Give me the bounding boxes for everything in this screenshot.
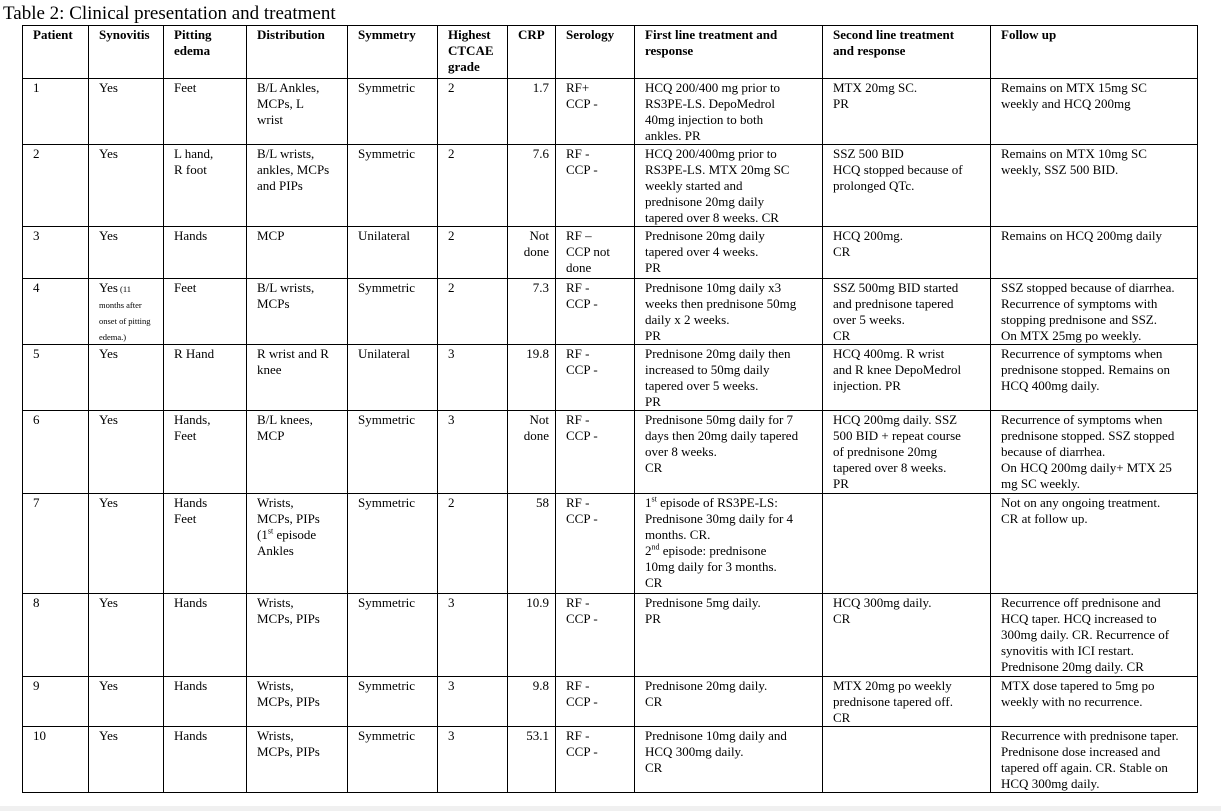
cell-serology: RF - CCP - — [556, 677, 635, 727]
cell-patient: 10 — [23, 727, 89, 793]
cell-synovitis — [89, 345, 164, 411]
cell-patient: 1 — [23, 79, 89, 145]
cell-distribution: B/L wrists, ankles, MCPs and PIPs — [247, 145, 348, 227]
cell-symmetry: Symmetric — [348, 727, 438, 793]
cell-follow-up: Recurrence with prednisone taper. Prednisone dose increased and tapered off again. CR. Stable on HCQ 300mg daily. — [991, 727, 1198, 793]
cell-distribution: Wrists, MCPs, PIPs — [247, 677, 348, 727]
cell-follow-up: Recurrence off prednisone and HCQ taper. HCQ increased to 300mg daily. CR. Recurrence of synovitis with ICI restart. Prednisone 20mg daily. CR — [991, 594, 1198, 677]
cell-serology: RF - CCP - — [556, 411, 635, 494]
synovitis-value: Yes — [99, 728, 118, 743]
table-row — [23, 727, 1198, 793]
cell-symmetry: Symmetric — [348, 145, 438, 227]
column-header-serology: Serology — [556, 26, 635, 79]
column-header-symmetry: Symmetry — [348, 26, 438, 79]
cell-patient: 2 — [23, 145, 89, 227]
cell-symmetry: Symmetric — [348, 279, 438, 345]
cell-second-line-treatment: MTX 20mg po weekly prednisone tapered off. CR — [823, 677, 991, 727]
cell-pitting-edema: Feet — [164, 279, 247, 345]
cell-crp: 7.3 — [508, 279, 556, 345]
cell-follow-up: SSZ stopped because of diarrhea. Recurrence of symptoms with stopping prednisone and SSZ. On MTX 25mg po weekly. — [991, 279, 1198, 345]
cell-first-line-treatment: HCQ 200/400mg prior to RS3PE-LS. MTX 20mg SC weekly started and prednisone 20mg daily tapered over 8 weeks. CR — [635, 145, 823, 227]
cell-symmetry: Symmetric — [348, 411, 438, 494]
cell-distribution: Wrists, MCPs, PIPs — [247, 727, 348, 793]
cell-symmetry: Symmetric — [348, 494, 438, 594]
cell-follow-up: Remains on MTX 10mg SC weekly, SSZ 500 BID. — [991, 145, 1198, 227]
cell-follow-up: Remains on MTX 15mg SC weekly and HCQ 200mg — [991, 79, 1198, 145]
cell-crp: 1.7 — [508, 79, 556, 145]
cell-synovitis — [89, 279, 164, 345]
cell-pitting-edema: Feet — [164, 79, 247, 145]
table-row — [23, 145, 1198, 227]
table-row — [23, 411, 1198, 494]
column-header-follow-up: Follow up — [991, 26, 1198, 79]
synovitis-value: Yes — [99, 412, 118, 427]
table-row — [23, 227, 1198, 279]
cell-follow-up: MTX dose tapered to 5mg po weekly with no recurrence. — [991, 677, 1198, 727]
cell-synovitis — [89, 727, 164, 793]
cell-distribution: Wrists, MCPs, PIPs (1st episode Ankles — [247, 494, 348, 594]
clinical-table — [22, 25, 1198, 793]
cell-follow-up: Remains on HCQ 200mg daily — [991, 227, 1198, 279]
cell-synovitis — [89, 594, 164, 677]
cell-serology: RF - CCP - — [556, 494, 635, 594]
cell-patient: 5 — [23, 345, 89, 411]
synovitis-value: Yes — [99, 146, 118, 161]
cell-pitting-edema: Hands — [164, 727, 247, 793]
cell-crp: 58 — [508, 494, 556, 594]
cell-crp: 19.8 — [508, 345, 556, 411]
cell-second-line-treatment: SSZ 500mg BID started and prednisone tapered over 5 weeks. CR — [823, 279, 991, 345]
cell-highest-ctcae-grade: 2 — [438, 145, 508, 227]
cell-patient: 6 — [23, 411, 89, 494]
cell-first-line-treatment: Prednisone 20mg daily then increased to 50mg daily tapered over 5 weeks. PR — [635, 345, 823, 411]
column-header-patient: Patient — [23, 26, 89, 79]
cell-highest-ctcae-grade: 3 — [438, 677, 508, 727]
cell-second-line-treatment: HCQ 200mg. CR — [823, 227, 991, 279]
column-header-second-line-treatment: Second line treatment and response — [823, 26, 991, 79]
cell-synovitis — [89, 227, 164, 279]
cell-synovitis — [89, 411, 164, 494]
cell-patient: 9 — [23, 677, 89, 727]
cell-highest-ctcae-grade: 2 — [438, 279, 508, 345]
cell-pitting-edema: Hands — [164, 594, 247, 677]
cell-second-line-treatment — [823, 727, 991, 793]
cell-first-line-treatment: Prednisone 10mg daily and HCQ 300mg daily. CR — [635, 727, 823, 793]
cell-distribution: B/L wrists, MCPs — [247, 279, 348, 345]
cell-distribution: Wrists, MCPs, PIPs — [247, 594, 348, 677]
table-row — [23, 594, 1198, 677]
cell-first-line-treatment: Prednisone 10mg daily x3 weeks then prednisone 50mg daily x 2 weeks. PR — [635, 279, 823, 345]
column-header-pitting-edema: Pitting edema — [164, 26, 247, 79]
bottom-strip — [0, 806, 1221, 811]
synovitis-value: Yes — [99, 678, 118, 693]
table-row — [23, 494, 1198, 594]
cell-pitting-edema: L hand, R foot — [164, 145, 247, 227]
cell-synovitis — [89, 145, 164, 227]
cell-crp: Not done — [508, 411, 556, 494]
cell-highest-ctcae-grade: 2 — [438, 227, 508, 279]
cell-pitting-edema: Hands Feet — [164, 494, 247, 594]
cell-second-line-treatment: MTX 20mg SC. PR — [823, 79, 991, 145]
synovitis-value: Yes — [99, 346, 118, 361]
cell-highest-ctcae-grade: 2 — [438, 79, 508, 145]
cell-highest-ctcae-grade: 3 — [438, 345, 508, 411]
cell-patient: 7 — [23, 494, 89, 594]
cell-serology: RF - CCP - — [556, 594, 635, 677]
cell-symmetry: Symmetric — [348, 594, 438, 677]
cell-first-line-treatment: HCQ 200/400 mg prior to RS3PE-LS. DepoMedrol 40mg injection to both ankles. PR — [635, 79, 823, 145]
cell-pitting-edema: R Hand — [164, 345, 247, 411]
synovitis-value: Yes — [99, 595, 118, 610]
table-row — [23, 677, 1198, 727]
cell-synovitis — [89, 677, 164, 727]
cell-symmetry: Symmetric — [348, 677, 438, 727]
column-header-crp: CRP — [508, 26, 556, 79]
synovitis-value: Yes — [99, 495, 118, 510]
cell-serology: RF+ CCP - — [556, 79, 635, 145]
cell-crp: Not done — [508, 227, 556, 279]
cell-crp: 7.6 — [508, 145, 556, 227]
cell-first-line-treatment: Prednisone 50mg daily for 7 days then 20mg daily tapered over 8 weeks. CR — [635, 411, 823, 494]
table-caption: Table 2: Clinical presentation and treatment — [3, 3, 336, 24]
cell-highest-ctcae-grade: 3 — [438, 411, 508, 494]
cell-second-line-treatment: HCQ 400mg. R wrist and R knee DepoMedrol injection. PR — [823, 345, 991, 411]
table-row — [23, 345, 1198, 411]
synovitis-value: Yes — [99, 80, 118, 95]
cell-follow-up: Not on any ongoing treatment. CR at follow up. — [991, 494, 1198, 594]
cell-distribution: MCP — [247, 227, 348, 279]
synovitis-value: Yes — [99, 228, 118, 243]
cell-second-line-treatment: HCQ 200mg daily. SSZ 500 BID + repeat course of prednisone 20mg tapered over 8 weeks. PR — [823, 411, 991, 494]
synovitis-value: Yes — [99, 280, 118, 295]
cell-synovitis — [89, 79, 164, 145]
cell-first-line-treatment: Prednisone 20mg daily. CR — [635, 677, 823, 727]
cell-first-line-treatment: Prednisone 20mg daily tapered over 4 weeks. PR — [635, 227, 823, 279]
cell-distribution: B/L knees, MCP — [247, 411, 348, 494]
cell-symmetry: Unilateral — [348, 227, 438, 279]
cell-first-line-treatment: Prednisone 5mg daily. PR — [635, 594, 823, 677]
cell-pitting-edema: Hands, Feet — [164, 411, 247, 494]
table-row — [23, 279, 1198, 345]
column-header-highest-ctcae-grade: Highest CTCAE grade — [438, 26, 508, 79]
cell-serology: RF - CCP - — [556, 145, 635, 227]
cell-pitting-edema: Hands — [164, 227, 247, 279]
cell-highest-ctcae-grade: 3 — [438, 594, 508, 677]
column-header-distribution: Distribution — [247, 26, 348, 79]
cell-crp: 9.8 — [508, 677, 556, 727]
cell-patient: 8 — [23, 594, 89, 677]
cell-second-line-treatment: HCQ 300mg daily. CR — [823, 594, 991, 677]
cell-first-line-treatment: 1st episode of RS3PE-LS: Prednisone 30mg daily for 4 months. CR. 2nd episode: prednisone 10mg daily for 3 months. CR — [635, 494, 823, 594]
cell-follow-up: Recurrence of symptoms when prednisone stopped. Remains on HCQ 400mg daily. — [991, 345, 1198, 411]
cell-crp: 53.1 — [508, 727, 556, 793]
header-row — [23, 26, 1198, 79]
cell-symmetry: Unilateral — [348, 345, 438, 411]
cell-second-line-treatment — [823, 494, 991, 594]
cell-highest-ctcae-grade: 2 — [438, 494, 508, 594]
cell-patient: 3 — [23, 227, 89, 279]
cell-serology: RF - CCP - — [556, 727, 635, 793]
synovitis-note: (11 months after onset of pitting edema.) — [99, 284, 151, 342]
cell-symmetry: Symmetric — [348, 79, 438, 145]
cell-patient: 4 — [23, 279, 89, 345]
cell-second-line-treatment: SSZ 500 BID HCQ stopped because of prolonged QTc. — [823, 145, 991, 227]
cell-serology: RF - CCP - — [556, 345, 635, 411]
cell-synovitis — [89, 494, 164, 594]
cell-distribution: R wrist and R knee — [247, 345, 348, 411]
cell-serology: RF – CCP not done — [556, 227, 635, 279]
cell-serology: RF - CCP - — [556, 279, 635, 345]
cell-highest-ctcae-grade: 3 — [438, 727, 508, 793]
cell-follow-up: Recurrence of symptoms when prednisone stopped. SSZ stopped because of diarrhea. On HCQ 200mg daily+ MTX 25 mg SC weekly. — [991, 411, 1198, 494]
cell-pitting-edema: Hands — [164, 677, 247, 727]
column-header-first-line-treatment: First line treatment and response — [635, 26, 823, 79]
cell-crp: 10.9 — [508, 594, 556, 677]
table-row — [23, 79, 1198, 145]
column-header-synovitis: Synovitis — [89, 26, 164, 79]
cell-distribution: B/L Ankles, MCPs, L wrist — [247, 79, 348, 145]
